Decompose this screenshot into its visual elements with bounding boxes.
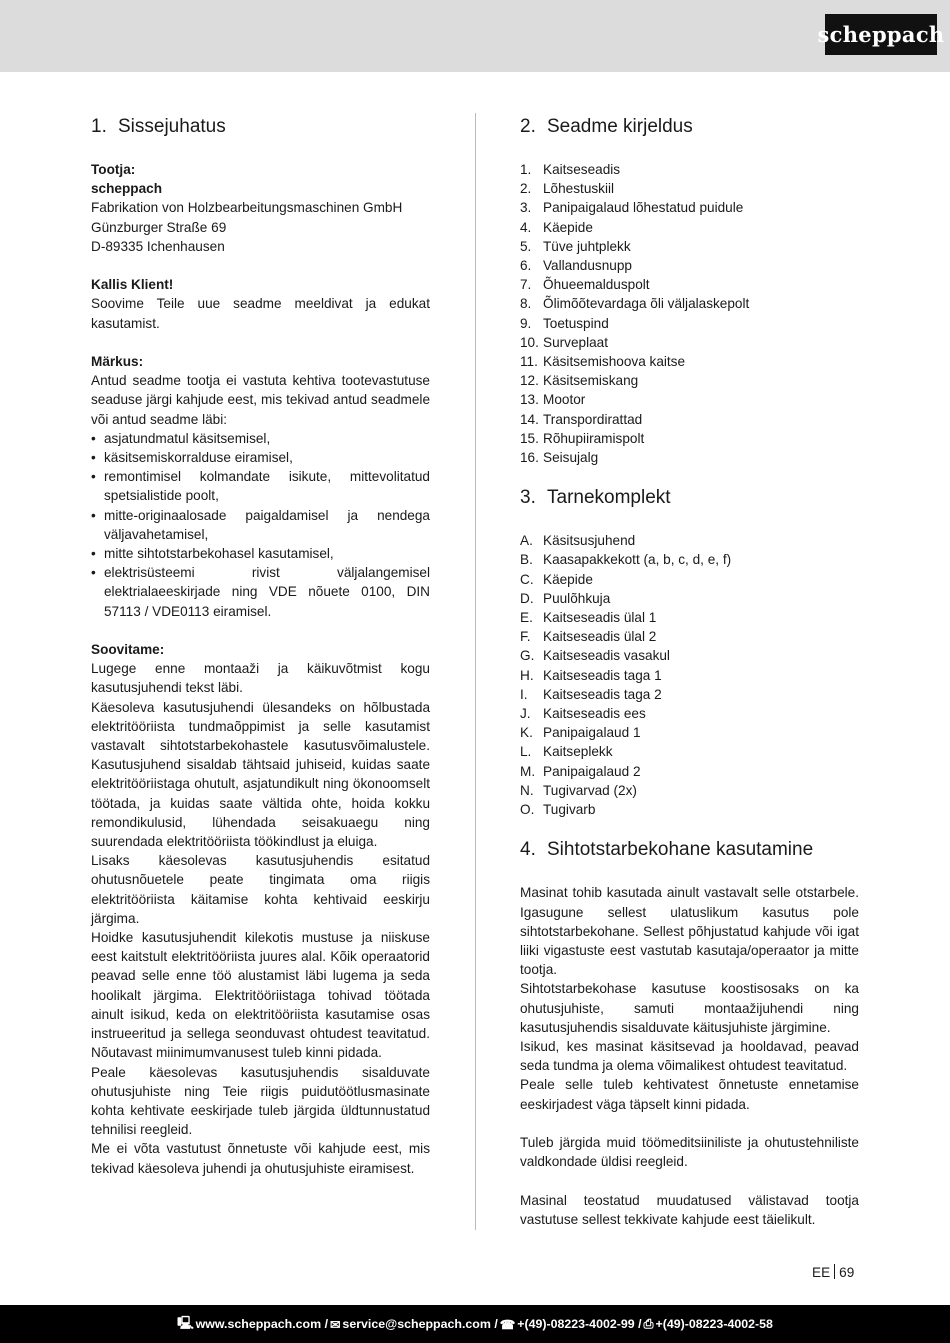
computer-icon: 🖳 <box>177 1315 194 1330</box>
list-item: • remontimisel kolmandate isikute, mittevolitatud spetsialistide poolt, <box>91 467 430 505</box>
page-number: EE 69 <box>812 1265 855 1280</box>
liability-list <box>91 429 430 621</box>
list-item: 2. Lõhestuskiil <box>520 181 615 197</box>
list-item: F. Kaitseseadis ülal 2 <box>520 629 657 645</box>
paragraph: Isikud, kes masinat käsitsevad ja hooldavad, peavad seda tundma ja olema võimalikest ohtudest teavitatud. <box>520 1038 859 1074</box>
list-item: C. Käepide <box>520 571 593 587</box>
website-link[interactable]: www.scheppach.com / <box>195 1317 329 1331</box>
list-item: G. Kaitseseadis vasakul <box>520 648 670 664</box>
list-item: O. Tugivarb <box>520 802 596 818</box>
list-item: 4. Käepide <box>520 219 593 235</box>
fax-icon: ⎙ <box>643 1316 654 1331</box>
list-item: • asjatundmatul käsitsemisel, <box>91 429 430 448</box>
scheppach-logo: scheppach <box>825 14 937 55</box>
paragraph: Hoidke kasutusjuhendit kilekotis mustuse ja niiskuse eest kaitstult elektritööriista juures alal. Kõik operaatorid peavad selle enne töö alustamist läbi lugema ja seda hoolikalt järgima. Elektritööriistaga tohivad töötada ainult isikud, keda on elektritööriista kasutamise osas instrueeritud ja sellega seonduvast ohtudest teavitatud. Nõutavast miinimumvanusest tuleb kinni pidada. <box>91 930 430 1061</box>
header-bar <box>0 0 950 72</box>
address-line: D-89335 Ichenhausen <box>91 238 225 254</box>
list-item: 14. Transpordirattad <box>520 411 643 427</box>
email-link[interactable]: service@scheppach.com / <box>342 1317 498 1331</box>
paragraph: Masinal teostatud muudatused välistavad tootja vastutuse sellest tekkivate kahjude eest täielikult. <box>520 1192 859 1227</box>
paragraph: Me ei võta vastutust õnnetuste või kahjude eest, mis tekivad käesoleva juhendi ja ohutusjuhiste eiramisest. <box>91 1141 430 1176</box>
manufacturer-name: scheppach <box>91 181 163 197</box>
list-item: D. Puulõhkuja <box>520 590 611 606</box>
parts-list <box>520 160 859 467</box>
list-item: K. Panipaigalaud 1 <box>520 725 641 741</box>
footer-bar <box>0 1305 950 1343</box>
paragraph: Masinat tohib kasutada ainult vastavalt selle otstarbele. Igasugune sellest ulatuslikum kasutus pole sihtotstarbekohane. Sellest põhjustatud kahjude või igat liiki vigastuste eest vastutab kasutaja/operaator ja mitte tootja. <box>520 885 859 978</box>
list-item: 13. Mootor <box>520 392 586 408</box>
paragraph: Lisaks käesolevas kasutusjuhendis esitatud ohutusnõuetele peate tingimata oma riigis elektritööriista käitamise kohta kehtivaid eeskirju järgima. <box>91 853 430 926</box>
list-item: L. Kaitseplekk <box>520 744 613 760</box>
note-label: Märkus: <box>91 354 144 369</box>
list-item: 11. Käsitsemishoova kaitse <box>520 354 686 370</box>
address-line: Fabrikation von Holzbearbeitungsmaschinen GmbH <box>91 200 403 216</box>
paragraph: Sihtotstarbekohase kasutuse koostisosaks on ka ohutusjuhiste, samuti montaažijuhendi ning kasutusjuhendis sisalduvate käitusjuhiste järgimine. <box>520 981 859 1035</box>
address-line: Günzburger Straße 69 <box>91 219 227 235</box>
list-item: 1. Kaitseseadis <box>520 162 621 177</box>
list-item: B. Kaasapakkekott (a, b, c, d, e, f) <box>520 552 732 568</box>
paragraph: Käesoleva kasutusjuhendi ülesandeks on hõlbustada elektritööriista tundmaõppimist ja selle kasutamist vastavalt sihtotstarbekohastele kasutusvõimalustele. Kasutusjuhend sisaldab tähtsaid juhiseid, kuidas saate elektritööriistaga ohutult, asjatundikult ning ökonoomselt töötada, ja kuidas saate vältida ohte, hoida kokku remondikulusid, lühendada seisakuaegu ning suurendada elektritööriista töökindlust ja eluiga. <box>91 699 430 850</box>
recommend-label: Soovitame: <box>91 642 165 658</box>
greeting-text: Soovime Teile uue seadme meeldivat ja edukat kasutamist. <box>91 296 430 331</box>
list-item: I. Kaitseseadis taga 2 <box>520 686 662 702</box>
section-4-heading: 4. Sihtotstarbekohane kasutamine <box>520 839 814 861</box>
paragraph: Peale selle tuleb kehtivatest õnnetuste ennetamise eeskirjadest väga täpselt kinni pidada. <box>520 1077 859 1112</box>
right-column <box>520 114 859 1229</box>
column-divider <box>475 113 476 1230</box>
mail-icon: ✉ <box>330 1317 341 1332</box>
section-2-heading: 2. Seadme kirjeldus <box>520 116 693 137</box>
list-item: 12. Käsitsemiskang <box>520 373 639 389</box>
section-3-heading: 3. Tarnekomplekt <box>520 487 671 509</box>
list-item: • elektrisüsteemi rivist väljalangemisel elektrialaeeskirjade ning VDE nõuete 0100, DIN 57113 / VDE0113 eiramisel. <box>91 563 430 621</box>
list-item: 16. Seisujalg <box>520 450 599 466</box>
list-item: 7. Õhueemalduspolt <box>520 277 650 293</box>
list-item: • käsitsemiskorralduse eiramisel, <box>91 448 430 467</box>
list-item: • mitte sihtotstarbekohasel kasutamisel, <box>91 544 430 563</box>
paragraph: Peale käesolevas kasutusjuhendis sisalduvate ohutusjuhiste ning Teie riigis puidutöötlusmasinate kohta kehtivate eeskirjade tuleb järgida üldtunnustatud tehnilisi reegleid. <box>91 1064 430 1138</box>
list-item: H. Kaitseseadis taga 1 <box>520 667 662 683</box>
phone-number: +(49)-08223-4002-99 / <box>517 1317 642 1331</box>
delivery-list <box>520 531 859 819</box>
list-item: 9. Toetuspind <box>520 315 609 331</box>
paragraph: Lugege enne montaaži ja käikuvõtmist kogu kasutusjuhendi tekst läbi. <box>91 661 430 696</box>
manufacturer-label: Tootja: <box>91 162 136 177</box>
list-item: E. Kaitseseadis ülal 1 <box>520 610 657 626</box>
greeting-label: Kallis Klient! <box>91 277 174 293</box>
phone-icon: ☎ <box>499 1317 516 1332</box>
list-item: 10. Surveplaat <box>520 334 608 350</box>
list-item: M. Panipaigalaud 2 <box>520 763 641 779</box>
list-item: 3. Panipaigalaud lõhestatud puidule <box>520 200 744 216</box>
list-item: 8. Õlimõõtevardaga õli väljalaskepolt <box>520 296 750 312</box>
fax-number: +(49)-08223-4002-58 <box>655 1317 773 1331</box>
list-item: N. Tugivarvad (2x) <box>520 782 637 798</box>
list-item: 15. Rõhupiiramispolt <box>520 430 645 446</box>
list-item: • mitte-originaalosade paigaldamisel ja nendega väljavahetamisel, <box>91 506 430 544</box>
left-column <box>91 114 430 1178</box>
note-text: Antud seadme tootja ei vastuta kehtiva tootevastutuse seaduse järgi kahjude eest, mis tekivad antud seadmele või antud seadme läbi: <box>91 373 430 427</box>
list-item: 6. Vallandusnupp <box>520 258 632 274</box>
section-1-heading: 1. Sissejuhatus <box>91 116 226 137</box>
list-item: 5. Tüve juhtplekk <box>520 238 631 254</box>
list-item: J. Kaitseseadis ees <box>520 706 646 722</box>
list-item: A. Käsitsusjuhend <box>520 533 636 549</box>
paragraph: Tuleb järgida muid töömeditsiiniliste ja ohutustehniliste valdkondade üldisi reegleid. <box>520 1134 859 1170</box>
